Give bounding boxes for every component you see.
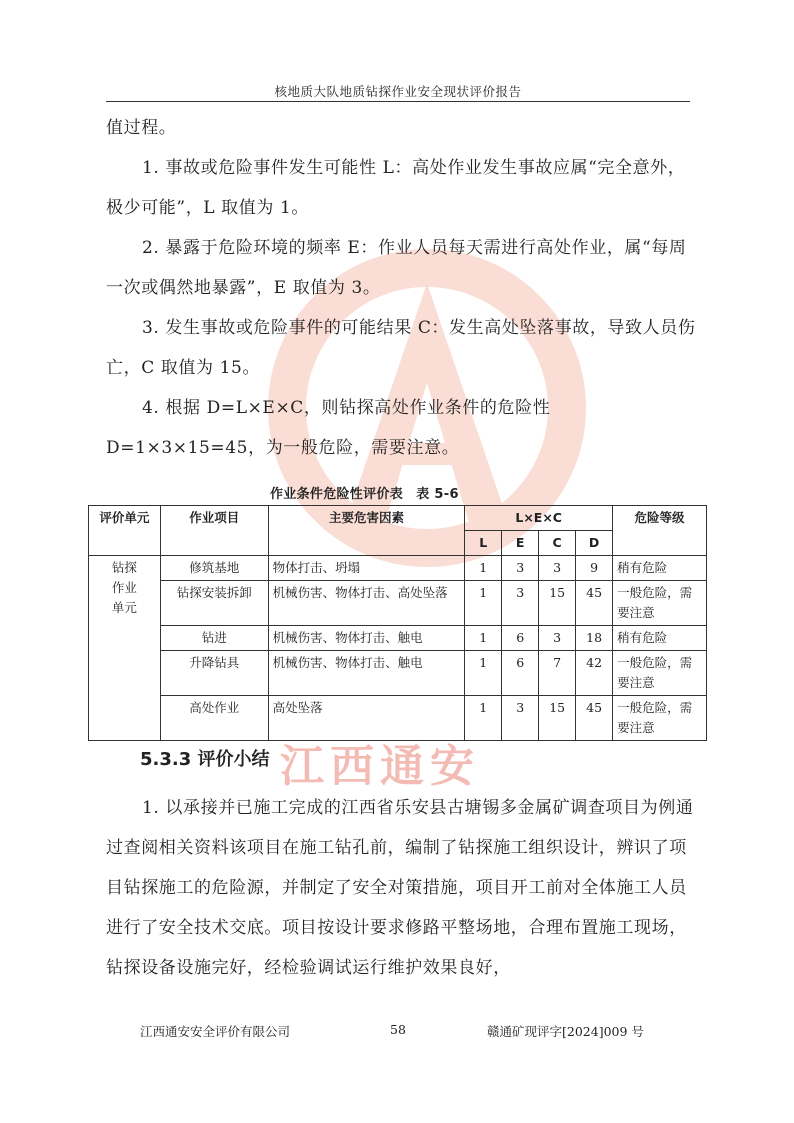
E-cell: 6 (502, 651, 539, 696)
level-cell: 稍有危险 (613, 556, 707, 581)
D-cell: 9 (576, 556, 613, 581)
footer-page-number: 58 (390, 1022, 406, 1037)
item-cell: 升降钻具 (160, 651, 268, 696)
E-cell: 3 (502, 556, 539, 581)
item-cell: 修筑基地 (160, 556, 268, 581)
level-cell: 稍有危险 (613, 626, 707, 651)
hazard-cell: 机械伤害、物体打击、高处坠落 (268, 581, 465, 626)
level-cell: 一般危险，需要注意 (613, 651, 707, 696)
L-cell: 1 (465, 696, 502, 741)
L-cell: 1 (465, 626, 502, 651)
header-E: E (502, 531, 539, 556)
D-cell: 18 (576, 626, 613, 651)
footer-doc-number: 赣通矿现评字[2024]009 号 (487, 1024, 644, 1039)
L-cell: 1 (465, 651, 502, 696)
table-row (89, 626, 707, 651)
paragraph-3: 3. 发生事故或危险事件的可能结果 C：发生高处坠落事故，导致人员伤亡，C 取值为 15。 (106, 318, 696, 378)
page-header: 核地质大队地质钻探作业安全现状评价报告 (274, 84, 522, 99)
header-C: C (539, 531, 576, 556)
watermark-text: 江西通安 (280, 741, 480, 792)
D-cell: 45 (576, 581, 613, 626)
header-rule (106, 101, 690, 102)
hazard-cell: 机械伤害、物体打击、触电 (268, 651, 465, 696)
paragraph-0: 值过程。 (106, 118, 177, 138)
level-cell: 一般危险，需要注意 (613, 581, 707, 626)
table-title: 作业条件危险性评价表 表 5-6 (270, 487, 459, 502)
L-cell: 1 (465, 581, 502, 626)
header-lec: L×E×C (465, 506, 613, 531)
item-cell: 钻探安装拆卸 (160, 581, 268, 626)
header-hazard: 主要危害因素 (268, 506, 465, 556)
header-unit: 评价单元 (89, 506, 161, 556)
E-cell: 6 (502, 626, 539, 651)
unit-cell: 钻探 作业 单元 (89, 556, 161, 741)
item-cell: 高处作业 (160, 696, 268, 741)
summary-paragraph-1: 1. 以承接并已施工完成的江西省乐安县古塘锡多金属矿调查项目为例通过查阅相关资料该项目在施工钻孔前，编制了钻探施工组织设计，辨识了项目钻探施工的危险源，并制定了安全对策措施，项目开工前对全体施工人员进行了安全技术交底。项目按设计要求修路平整场地，合理布置施工现场，钻探设备设施完好，经检验调试运行维护效果良好， (106, 798, 694, 978)
C-cell: 3 (539, 556, 576, 581)
level-cell: 一般危险，需要注意 (613, 696, 707, 741)
summary-text (106, 788, 696, 988)
header-D: D (576, 531, 613, 556)
table-header-row (89, 506, 707, 531)
paragraph-2: 2. 暴露于危险环境的频率 E：作业人员每天需进行高处作业，属“每周一次或偶然地暴露”，E 取值为 3。 (106, 238, 687, 298)
C-cell: 15 (539, 696, 576, 741)
paragraph-1: 1. 事故或危险事件发生可能性 L：高处作业发生事故应属“完全意外，极少可能”，L 取值为 1。 (106, 158, 686, 218)
header-item: 作业项目 (160, 506, 268, 556)
E-cell: 3 (502, 581, 539, 626)
C-cell: 15 (539, 581, 576, 626)
table-row (89, 651, 707, 696)
table-row (89, 581, 707, 626)
header-level: 危险等级 (613, 506, 707, 556)
risk-table (88, 505, 707, 741)
item-cell: 钻进 (160, 626, 268, 651)
hazard-cell: 高处坠落 (268, 696, 465, 741)
C-cell: 7 (539, 651, 576, 696)
hazard-cell: 物体打击、坍塌 (268, 556, 465, 581)
C-cell: 3 (539, 626, 576, 651)
D-cell: 42 (576, 651, 613, 696)
table-row (89, 556, 707, 581)
body-text (106, 108, 696, 468)
L-cell: 1 (465, 556, 502, 581)
E-cell: 3 (502, 696, 539, 741)
D-cell: 45 (576, 696, 613, 741)
section-heading: 5.3.3 评价小结 (140, 749, 270, 770)
paragraph-4: 4. 根据 D=L×E×C，则钻探高处作业条件的危险性 D=1×3×15=45，为一般危险，需要注意。 (106, 398, 551, 458)
footer-company: 江西通安安全评价有限公司 (140, 1024, 291, 1039)
hazard-cell: 机械伤害、物体打击、触电 (268, 626, 465, 651)
header-L: L (465, 531, 502, 556)
table-row (89, 696, 707, 741)
